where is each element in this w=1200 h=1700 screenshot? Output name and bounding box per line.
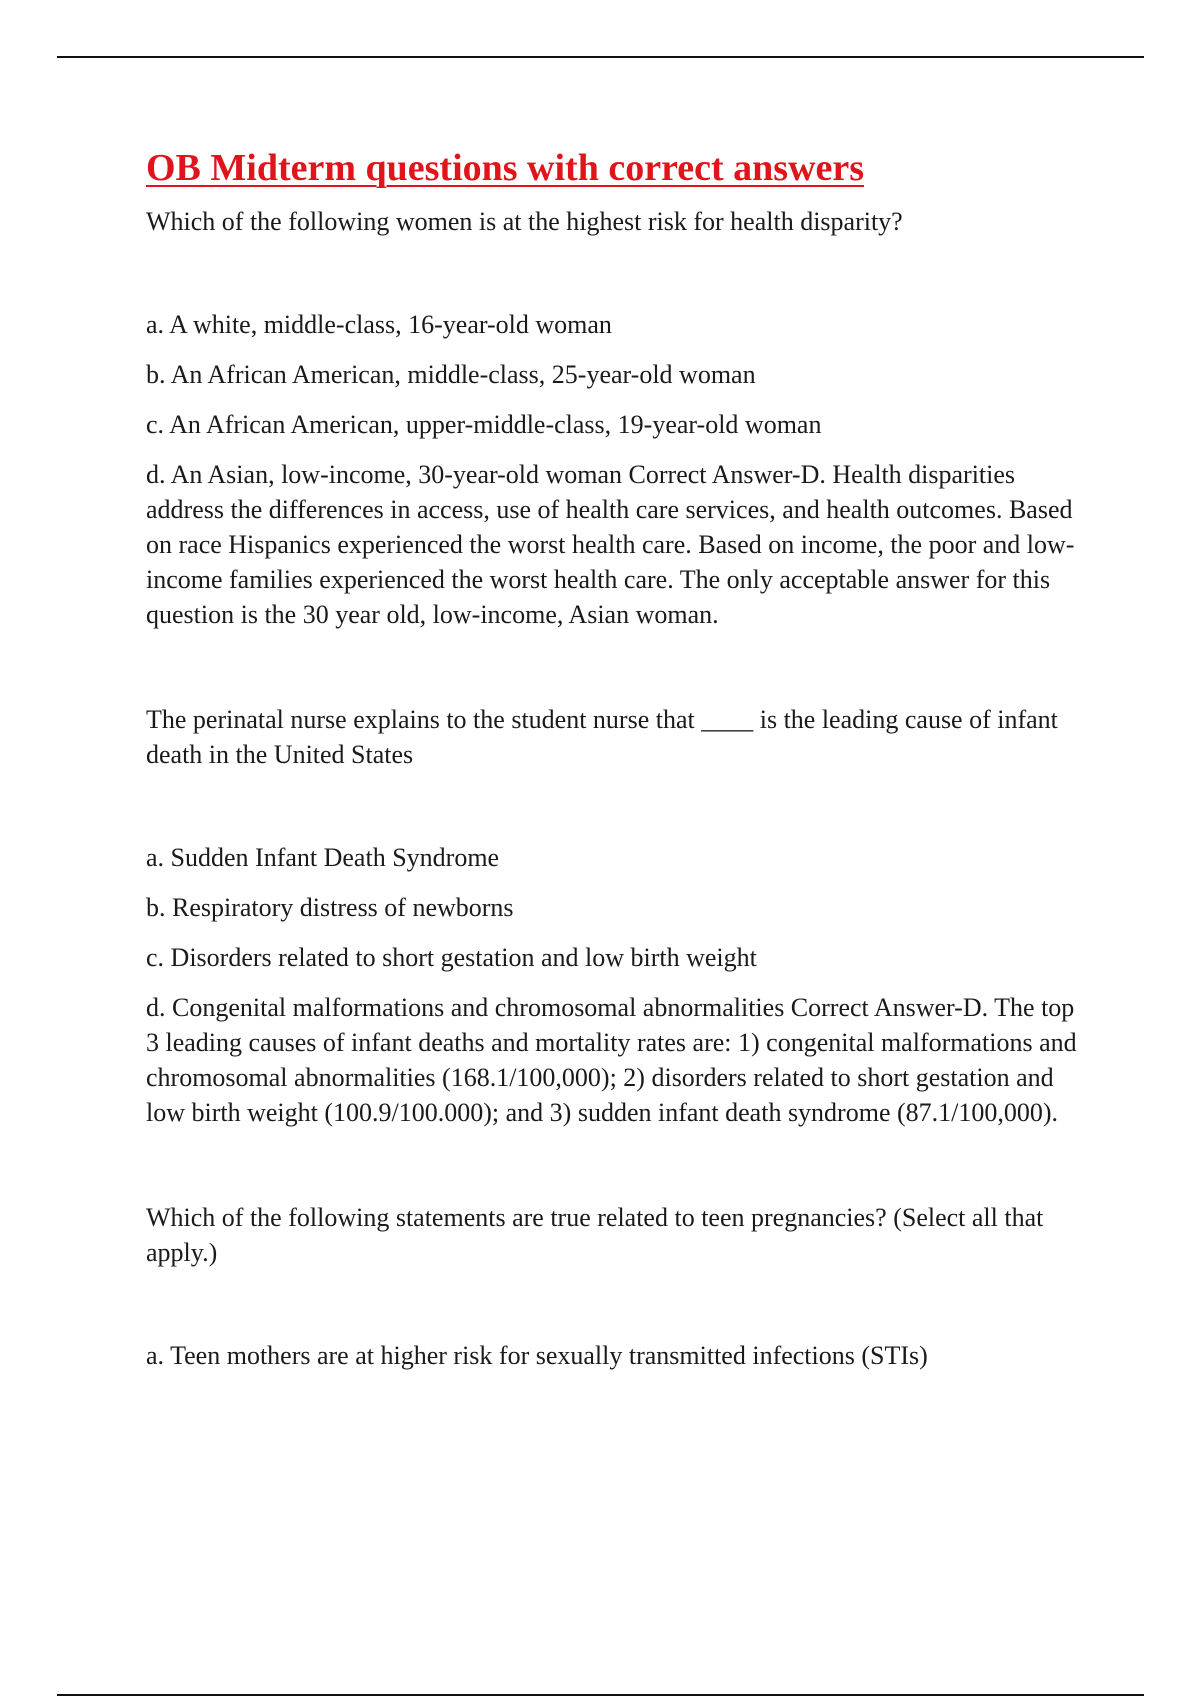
question-2-option-c: c. Disorders related to short gestation and low birth weight	[146, 943, 757, 972]
question-3-stem: Which of the following statements are true related to teen pregnancies? (Select all that apply.)	[146, 1203, 1044, 1267]
question-2-stem: The perinatal nurse explains to the student nurse that ____ is the leading cause of infant death in the United States	[146, 705, 1058, 769]
page-title: OB Midterm questions with correct answers	[146, 147, 865, 189]
question-1-stem: Which of the following women is at the highest risk for health disparity?	[146, 207, 903, 236]
top-rule	[57, 56, 1144, 58]
question-1-options	[146, 307, 1086, 632]
question-2-options	[146, 840, 1086, 1130]
question-3-options	[146, 1338, 1086, 1373]
bottom-rule	[57, 1694, 1144, 1696]
question-2-option-d-answer: d. Congenital malformations and chromosomal abnormalities Correct Answer-D. The top 3 leading causes of infant deaths and mortality rates are: 1) congenital malformations and chromosomal abnormalities (168.1/100,000); 2) disorders related to short gestation and low birth weight (100.9/100.000); and 3) sudden infant death syndrome (87.1/100,000).	[146, 993, 1077, 1127]
question-1-option-d-answer: d. An Asian, low-income, 30-year-old woman Correct Answer-D. Health disparities address the differences in access, use of health care services, and health outcomes. Based on race Hispanics experienced the worst health care. Based on income, the poor and low-income families experienced the worst health care. The only acceptable answer for this question is the 30 year old, low-income, Asian woman.	[146, 460, 1075, 629]
question-3-option-a: a. Teen mothers are at higher risk for sexually transmitted infections (STIs)	[146, 1341, 928, 1370]
question-2-option-b: b. Respiratory distress of newborns	[146, 893, 514, 922]
question-1-option-a: a. A white, middle-class, 16-year-old woman	[146, 310, 612, 339]
question-1-option-c: c. An African American, upper-middle-class, 19-year-old woman	[146, 410, 822, 439]
question-1-option-b: b. An African American, middle-class, 25-year-old woman	[146, 360, 756, 389]
question-2-option-a: a. Sudden Infant Death Syndrome	[146, 843, 500, 872]
document-page	[146, 142, 1086, 1373]
